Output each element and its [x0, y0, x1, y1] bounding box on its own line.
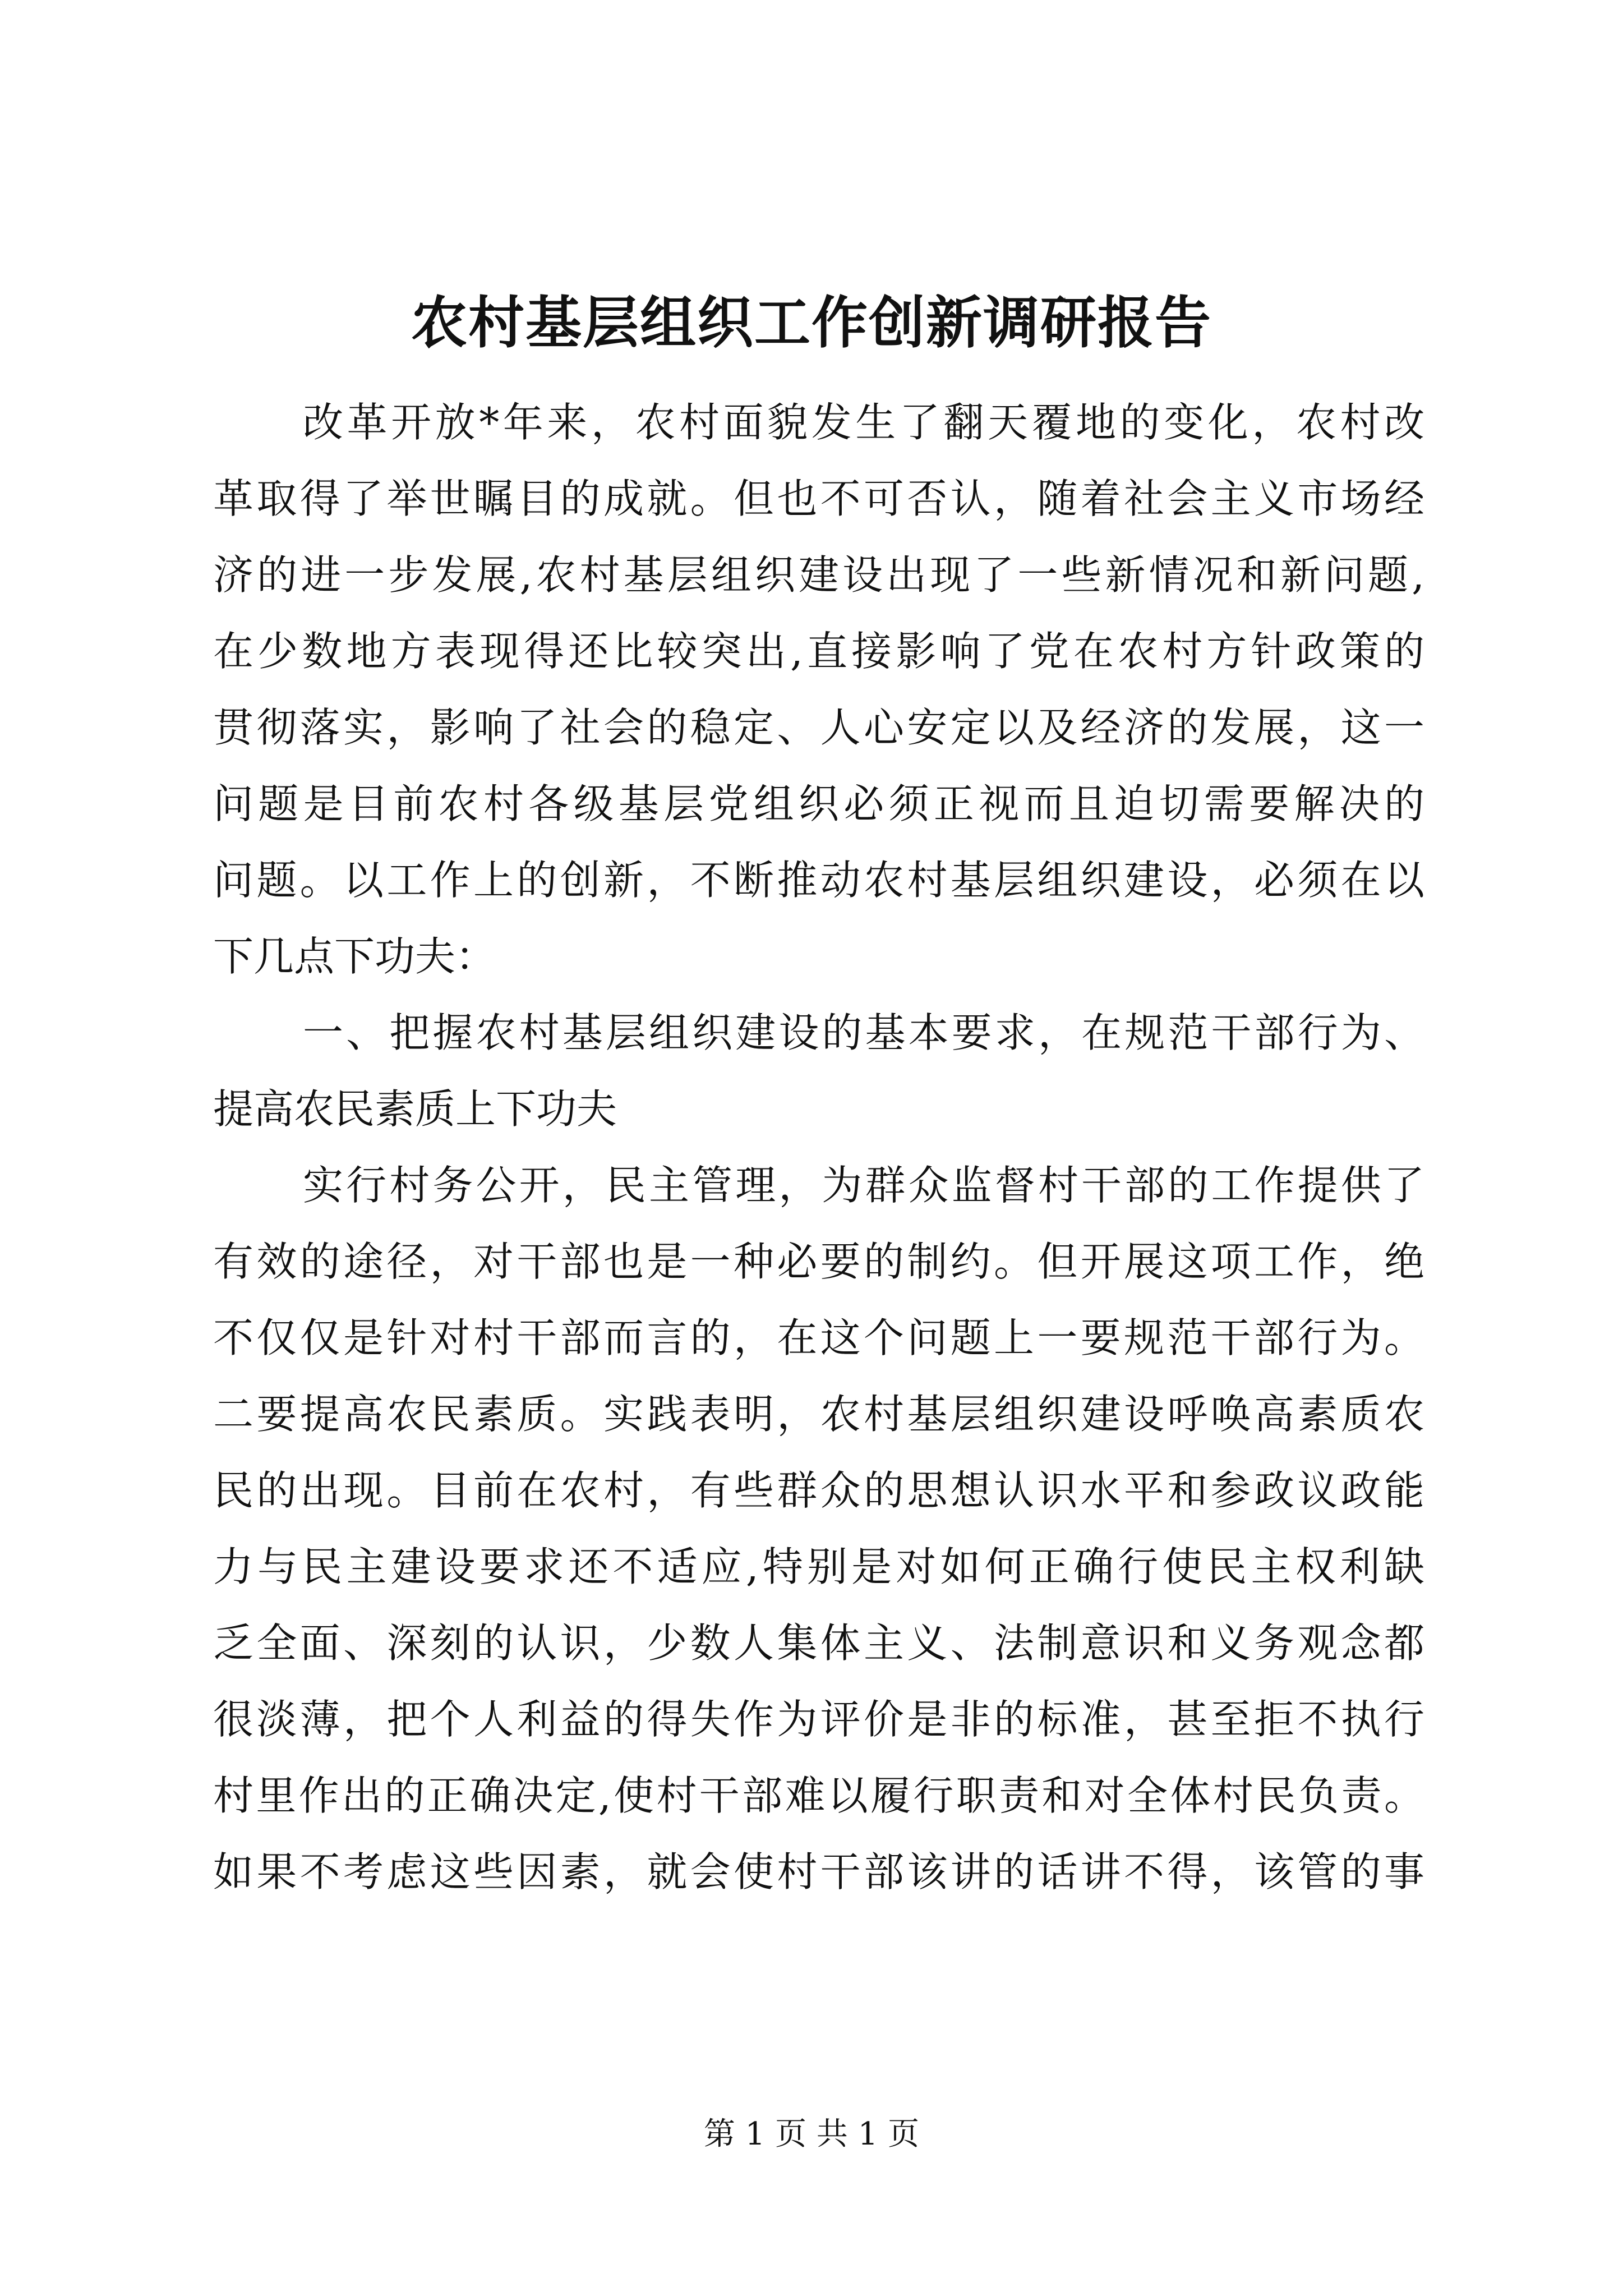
body-line: 乏全面、深刻的认识，少数人集体主义、法制意识和义务观念都	[213, 1619, 1424, 1667]
body-line: 改革开放*年来，农村面貌发生了翻天覆地的变化，农村改	[303, 399, 1424, 446]
body-line: 革取得了举世瞩目的成就。但也不可否认，随着社会主义市场经	[213, 475, 1424, 522]
body-line: 济的进一步发展,农村基层组织建设出现了一些新情况和新问题,	[213, 551, 1424, 599]
body-line: 如果不考虑这些因素，就会使村干部该讲的话讲不得，该管的事	[213, 1848, 1424, 1895]
body-line: 力与民主建设要求还不适应,特别是对如何正确行使民主权利缺	[213, 1543, 1424, 1590]
body-line: 下几点下功夫：	[213, 933, 496, 980]
body-line: 二要提高农民素质。实践表明，农村基层组织建设呼唤高素质农	[213, 1391, 1424, 1438]
body-line: 不仅仅是针对村干部而言的，在这个问题上一要规范干部行为。	[213, 1314, 1424, 1361]
document-body	[213, 384, 1424, 1910]
section-heading-line: 一、把握农村基层组织建设的基本要求，在规范干部行为、	[303, 1009, 1424, 1056]
body-line: 民的出现。目前在农村，有些群众的思想认识水平和参政议政能	[213, 1467, 1424, 1514]
body-line: 很淡薄，把个人利益的得失作为评价是非的标准，甚至拒不执行	[213, 1696, 1424, 1743]
body-line: 村里作出的正确决定,使村干部难以履行职责和对全体村民负责。	[213, 1772, 1424, 1819]
body-line: 问题。以工作上的创新，不断推动农村基层组织建设，必须在以	[213, 857, 1424, 904]
section-heading-line: 提高农民素质上下功夫	[213, 1085, 617, 1133]
page-number-footer: 第 1 页 共 1 页	[703, 2116, 920, 2152]
body-line: 实行村务公开，民主管理，为群众监督村干部的工作提供了	[303, 1162, 1424, 1209]
body-line: 在少数地方表现得还比较突出,直接影响了党在农村方针政策的	[213, 628, 1424, 675]
document-title: 农村基层组织工作创新调研报告	[411, 289, 1212, 356]
body-line: 问题是目前农村各级基层党组织必须正视而且迫切需要解决的	[213, 780, 1424, 827]
body-line: 有效的途径，对干部也是一种必要的制约。但开展这项工作，绝	[213, 1238, 1424, 1285]
body-line: 贯彻落实，影响了社会的稳定、人心安定以及经济的发展，这一	[213, 704, 1424, 751]
